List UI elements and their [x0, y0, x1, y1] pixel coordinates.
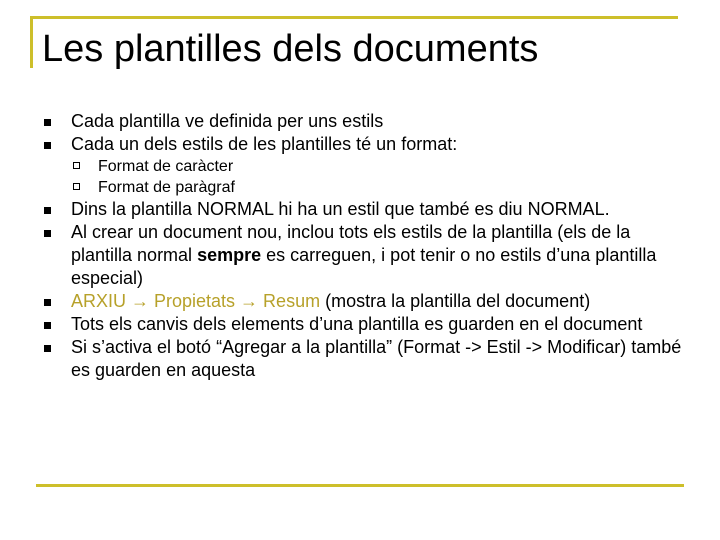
sub-bullet-text: Format de paràgraf [98, 179, 235, 196]
hollow-square-bullet-icon [73, 183, 80, 190]
bullet-text: Tots els canvis dels elements d’una plantilla es guarden en el document [71, 314, 643, 334]
bullet-text-end: (mostra la plantilla del document) [320, 291, 591, 311]
square-bullet-icon [44, 119, 51, 126]
sub-bullet-item [71, 177, 694, 198]
square-bullet-icon [44, 299, 51, 306]
bottom-divider-line [36, 484, 684, 487]
bullet-list [44, 110, 694, 382]
hollow-square-bullet-icon [73, 162, 80, 169]
bullet-item [44, 221, 694, 290]
emphasis-text: sempre [197, 245, 262, 265]
bullet-text: Cada un dels estils de les plantilles té un format: [71, 134, 458, 154]
sub-bullet-list [71, 156, 694, 198]
bullet-item [44, 290, 694, 313]
menu-path-text: ARXIU → Propietats → Resum [71, 291, 321, 311]
bullet-text: Si s’activa el botó “Agregar a la plantilla” (Format -> Estil -> Modificar) també es guarden en aquesta [71, 337, 682, 380]
bullet-text-end: es carreguen, i pot tenir o no estils d’una plantilla especial) [71, 245, 657, 288]
square-bullet-icon [44, 230, 51, 237]
title-frame-left-line [30, 16, 33, 68]
square-bullet-icon [44, 345, 51, 352]
slide-title: Les plantilles dels documents [42, 28, 539, 70]
square-bullet-icon [44, 207, 51, 214]
bullet-item [44, 336, 694, 382]
bullet-text: Dins la plantilla NORMAL hi ha un estil que també es diu NORMAL. [71, 199, 610, 219]
bullet-item [44, 110, 694, 133]
bullet-item [44, 313, 694, 336]
sub-bullet-item [71, 156, 694, 177]
square-bullet-icon [44, 322, 51, 329]
bullet-item [44, 198, 694, 221]
bullet-item [44, 133, 694, 198]
sub-bullet-text: Format de caràcter [98, 158, 234, 175]
bullet-text-start: Al crear un document nou, inclou tots els estils de la plantilla (els de la plantilla normal [71, 222, 631, 265]
bullet-text: Cada plantilla ve definida per uns estils [71, 111, 384, 131]
square-bullet-icon [44, 142, 51, 149]
title-frame-top-line [30, 16, 678, 19]
